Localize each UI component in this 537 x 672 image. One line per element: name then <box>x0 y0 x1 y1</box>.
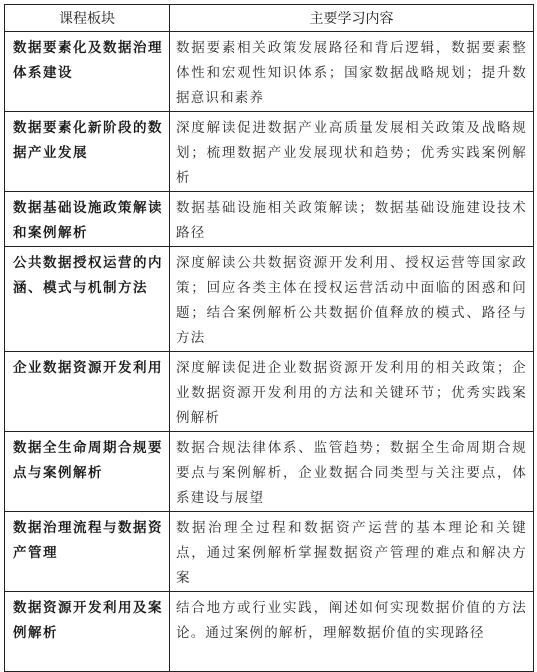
content-cell: 结合地方或行业实践，阐述如何实现数据价值的方法论。通过案例的解析，理解数据价值的实现路径 <box>170 592 534 672</box>
table-row <box>5 32 534 112</box>
content-cell: 数据治理全过程和数据资产运营的基本理论和关键点，通过案例解析掌握数据资产管理的难点和解决方案 <box>170 512 534 592</box>
module-cell: 数据治理流程与数据资产管理 <box>5 512 170 592</box>
table-header-row <box>5 5 534 32</box>
table-row <box>5 112 534 192</box>
module-cell: 数据全生命周期合规要点与案例解析 <box>5 432 170 512</box>
table-row <box>5 432 534 512</box>
header-course-module: 课程板块 <box>5 5 170 32</box>
course-table <box>4 4 534 672</box>
course-table-container <box>4 4 533 672</box>
content-cell: 数据合规法律体系、监管趋势；数据全生命周期合规要点与案例解析，企业数据合同类型与关注要点，体系建设与展望 <box>170 432 534 512</box>
module-cell: 数据要素化及数据治理体系建设 <box>5 32 170 112</box>
module-cell: 数据资源开发利用及案例解析 <box>5 592 170 672</box>
table-row <box>5 247 534 352</box>
module-cell: 企业数据资源开发利用 <box>5 352 170 432</box>
module-cell: 数据基础设施政策解读和案例解析 <box>5 192 170 247</box>
table-row <box>5 592 534 672</box>
content-cell: 深度解读促进数据产业高质量发展相关政策及战略规划；梳理数据产业发展现状和趋势；优秀实践案例解析 <box>170 112 534 192</box>
header-main-content: 主要学习内容 <box>170 5 534 32</box>
content-cell: 深度解读促进企业数据资源开发利用的相关政策；企业数据资源开发利用的方法和关键环节；优秀实践案例解析 <box>170 352 534 432</box>
table-row <box>5 192 534 247</box>
content-cell: 数据要素相关政策发展路径和背后逻辑，数据要素整体性和宏观性知识体系；国家数据战略规划；提升数据意识和素养 <box>170 32 534 112</box>
table-row <box>5 512 534 592</box>
module-cell: 数据要素化新阶段的数据产业发展 <box>5 112 170 192</box>
content-cell: 深度解读公共数据资源开发利用、授权运营等国家政策；回应各类主体在授权运营活动中面临的困惑和问题；结合案例解析公共数据价值释放的模式、路径与方法 <box>170 247 534 352</box>
content-cell: 数据基础设施相关政策解读；数据基础设施建设技术路径 <box>170 192 534 247</box>
module-cell: 公共数据授权运营的内涵、模式与机制方法 <box>5 247 170 352</box>
table-row <box>5 352 534 432</box>
